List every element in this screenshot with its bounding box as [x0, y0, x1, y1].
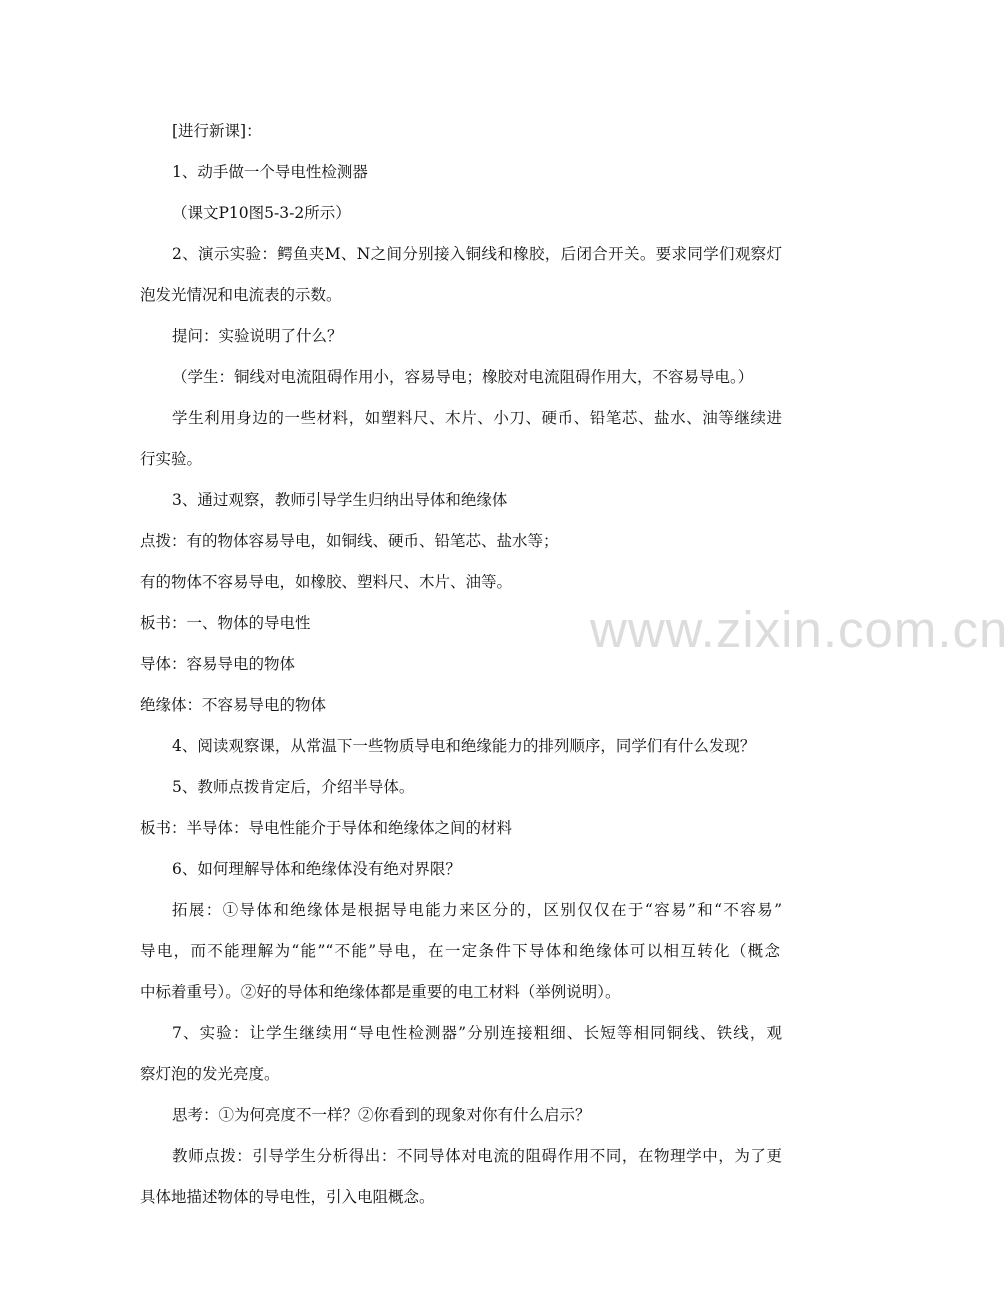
- teacher-guidance-line-1: 教师点拨：引导学生分析得出：不同导体对电流的阻碍作用不同，在物理学中，为了更: [172, 1147, 782, 1165]
- hint-insulators: 有的物体不容易导电，如橡胶、塑料尺、木片、油等。: [140, 573, 513, 591]
- step-2-line-2: 泡发光情况和电流表的示数。: [140, 286, 342, 304]
- teacher-guidance-line-2: 具体地描述物体的导电性，引入电阻概念。: [140, 1188, 435, 1206]
- student-experiment-line-2: 行实验。: [140, 450, 203, 468]
- step-4: 4、阅读观察课，从常温下一些物质导电和绝缘能力的排列顺序，同学们有什么发现？: [172, 737, 756, 755]
- step-3: 3、通过观察，教师引导学生归纳出导体和绝缘体: [172, 491, 508, 509]
- extension-line-2: 导电，而不能理解为“能”“不能”导电，在一定条件下导体和绝缘体可以相互转化（概念: [140, 942, 780, 960]
- extension-line-3: 中标着重号）。②好的导体和绝缘体都是重要的电工材料（举例说明）。: [140, 983, 621, 1001]
- insulator-definition: 绝缘体：不容易导电的物体: [140, 696, 327, 714]
- figure-reference: （课文P10图5-3-2所示）: [172, 204, 351, 222]
- student-experiment-line-1: 学生利用身边的一些材料，如塑料尺、木片、小刀、硬币、铅笔芯、盐水、油等继续进: [172, 409, 782, 427]
- student-answer: （学生：铜线对电流阻碍作用小，容易导电；橡胶对电流阻碍作用大，不容易导电。）: [172, 368, 754, 386]
- step-1: 1、动手做一个导电性检测器: [172, 163, 368, 181]
- step-5: 5、教师点拨肯定后，介绍半导体。: [172, 778, 415, 796]
- step-6: 6、如何理解导体和绝缘体没有绝对界限？: [172, 860, 461, 878]
- conductor-definition: 导体：容易导电的物体: [140, 655, 296, 673]
- step-7-line-1: 7、实验：让学生继续用“导电性检测器”分别连接粗细、长短等相同铜线、铁线，观: [172, 1024, 782, 1042]
- board-semiconductor: 板书：半导体：导电性能介于导体和绝缘体之间的材料: [140, 819, 513, 837]
- board-conductivity: 板书：一、物体的导电性: [140, 614, 311, 632]
- hint-conductors: 点拨：有的物体容易导电，如铜线、硬币、铅笔芯、盐水等；: [140, 532, 559, 550]
- section-heading: [进行新课]：: [172, 122, 262, 140]
- question: 提问：实验说明了什么？: [172, 327, 343, 345]
- step-2-line-1: 2、演示实验：鳄鱼夹M、N之间分别接入铜线和橡胶，后闭合开关。要求同学们观察灯: [172, 245, 782, 263]
- extension-line-1: 拓展：①导体和绝缘体是根据导电能力来区分的，区别仅仅在于“容易”和“不容易”: [172, 901, 782, 919]
- think-question: 思考：①为何亮度不一样？②你看到的现象对你有什么启示？: [172, 1106, 591, 1124]
- step-7-line-2: 察灯泡的发光亮度。: [140, 1065, 280, 1083]
- watermark: www.zixin.com.cn: [590, 601, 1008, 658]
